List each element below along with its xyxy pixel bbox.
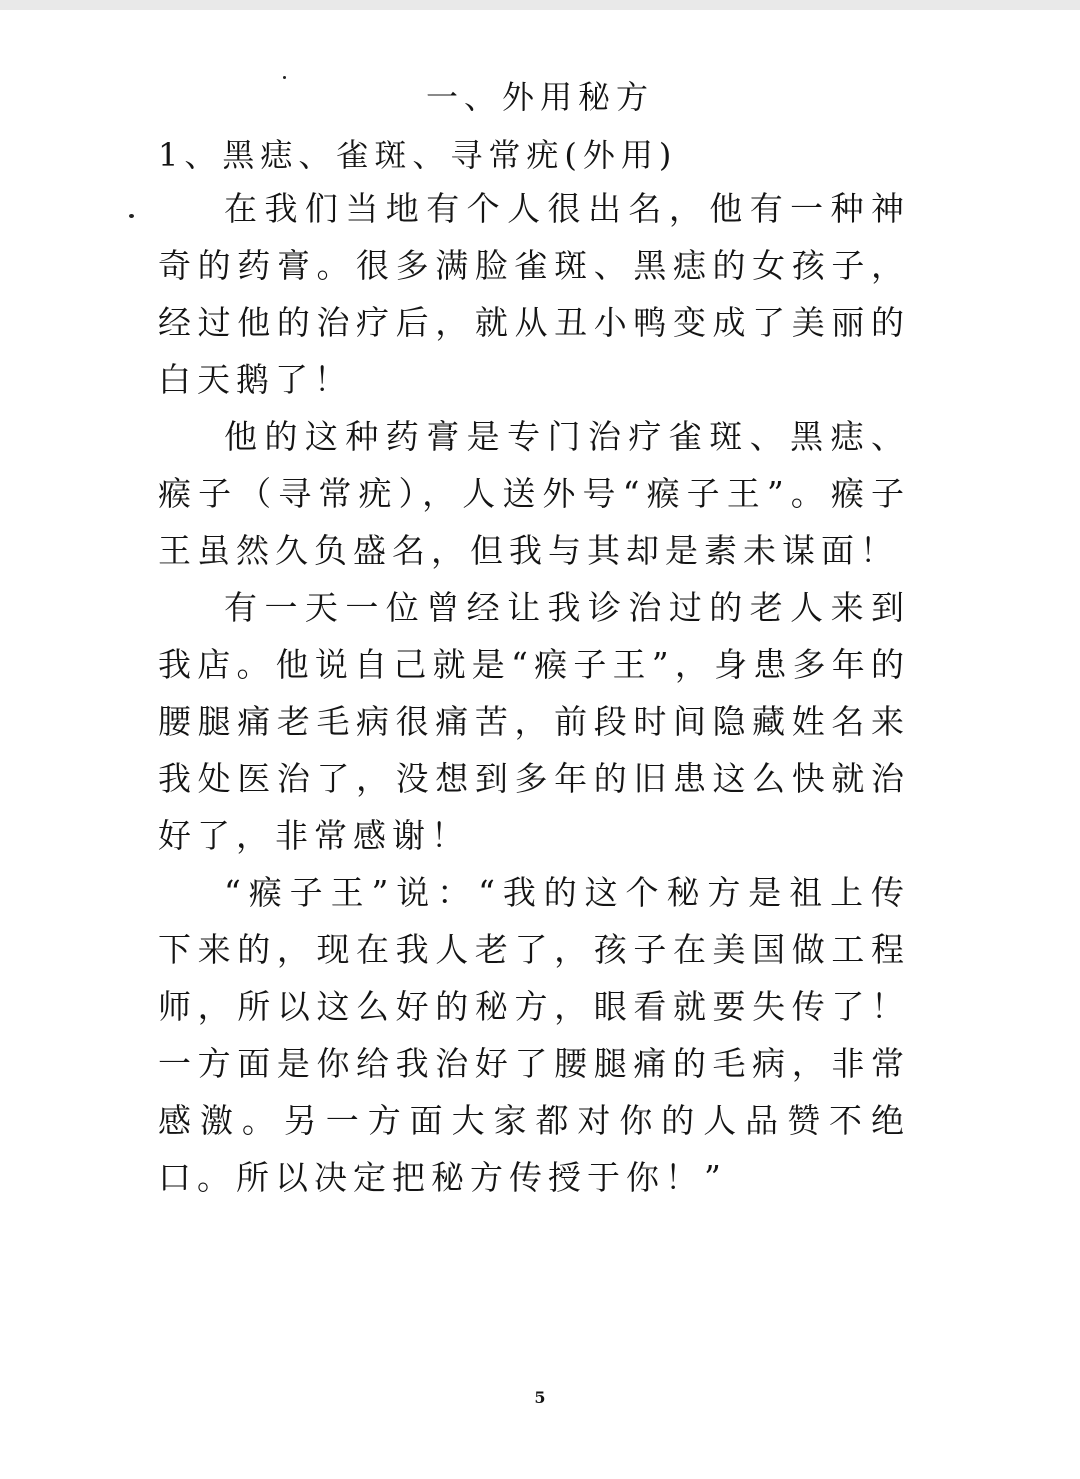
paragraph: 在我们当地有个人很出名，他有一种神奇的药膏。很多满脸雀斑、黑痣的女孩子，经过他的治疗后，就从丑小鸭变成了美丽的白天鹅了！ — [158, 189, 910, 399]
page-number: 5 — [534, 1388, 546, 1407]
paragraph: 他的这种药膏是专门治疗雀斑、黑痣、瘊子（寻常疣），人送外号“瘊子王”。瘊子王虽然久负盛名，但我与其却是素未谋面！ — [158, 417, 910, 570]
paragraph: 有一天一位曾经让我诊治过的老人来到我店。他说自己就是“瘊子王”，身患多年的腰腿痛老毛病很痛苦，前段时间隐藏姓名来我处医治了，没想到多年的旧患这么快就治好了，非常感谢！ — [158, 588, 910, 855]
scan-speck — [129, 214, 134, 218]
item-heading: 1、黑痣、雀斑、寻常疣(外用) — [158, 136, 678, 174]
top-strip — [0, 0, 1080, 10]
paragraph: “瘊子王”说：“我的这个秘方是祖上传下来的，现在我人老了，孩子在美国做工程师，所以这么好的秘方，眼看就要失传了！一方面是你给我治好了腰腿痛的毛病，非常感激。另一方面大家都对你的人品赞不绝口。所以决定把秘方传授于你！” — [158, 873, 910, 1197]
body-text — [158, 180, 910, 1206]
section-title: 一、外用秘方 — [425, 78, 654, 116]
document-page — [0, 10, 1080, 1479]
